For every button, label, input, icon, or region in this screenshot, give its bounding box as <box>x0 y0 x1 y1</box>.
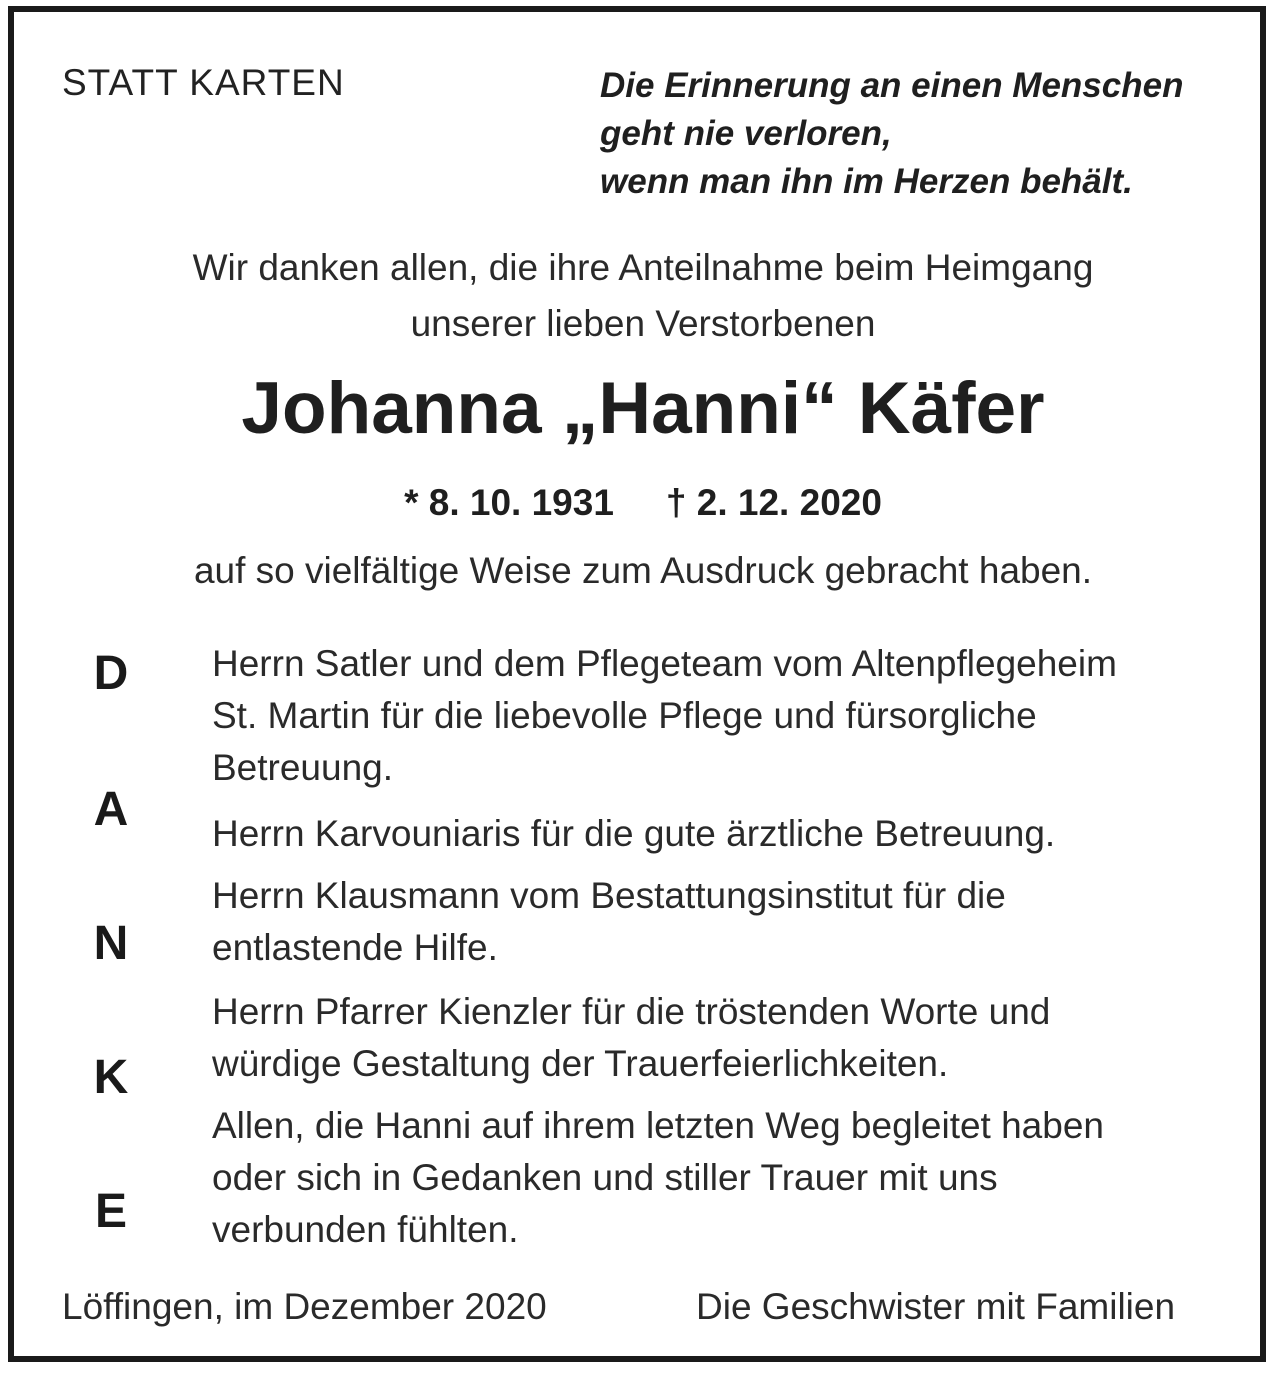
deceased-name: Johanna „Hanni“ Käfer <box>241 368 1045 449</box>
thanks-line: Betreuung. <box>212 747 394 788</box>
obituary-card <box>8 6 1266 1362</box>
intro-line: Wir danken allen, die ihre Anteilnahme beim Heimgang <box>192 247 1094 288</box>
thanks-line: Herrn Karvouniaris für die gute ärztliche Betreuung. <box>212 813 1056 854</box>
thanks-line: oder sich in Gedanken und stiller Trauer mit uns <box>212 1157 998 1198</box>
danke-letter-e: E <box>94 1185 127 1238</box>
life-dates <box>14 482 1272 524</box>
danke-letter-k: K <box>93 1051 129 1104</box>
thanks-line: Allen, die Hanni auf ihrem letzten Weg begleitet haben <box>212 1105 1104 1146</box>
death-date: † 2. 12. 2020 <box>665 482 882 523</box>
thanks-line: Herrn Pfarrer Kienzler für die tröstenden Worte und <box>212 991 1051 1032</box>
motto-line: geht nie verloren, <box>600 114 892 153</box>
thanks-line: verbunden fühlten. <box>212 1209 519 1250</box>
thanks-paragraph-all <box>212 1100 1252 1256</box>
birth-date: * 8. 10. 1931 <box>404 482 614 523</box>
motto-quote <box>600 62 1260 206</box>
danke-letter-d: D <box>93 647 129 700</box>
thanks-line: Herrn Klausmann vom Bestattungsinstitut für die <box>212 875 1006 916</box>
closing-line: auf so vielfältige Weise zum Ausdruck gebracht haben. <box>193 550 1093 591</box>
statt-karten-label: STATT KARTEN <box>62 62 345 103</box>
danke-letter-n: N <box>93 917 129 970</box>
thanks-line: St. Martin für die liebevolle Pflege und fürsorgliche <box>212 695 1037 736</box>
place-and-date: Löffingen, im Dezember 2020 <box>62 1286 547 1327</box>
thanks-line: entlastende Hilfe. <box>212 927 498 968</box>
motto-line: Die Erinnerung an einen Menschen <box>600 66 1184 105</box>
motto-line: wenn man ihn im Herzen behält. <box>600 162 1133 201</box>
thanks-paragraph-doctor <box>212 808 1252 860</box>
intro-line: unserer lieben Verstorbenen <box>410 303 876 344</box>
signature: Die Geschwister mit Familien <box>696 1286 1176 1327</box>
thanks-line: würdige Gestaltung der Trauerfeierlichkeiten. <box>212 1043 949 1084</box>
thanks-line: Herrn Satler und dem Pflegeteam vom Altenpflegeheim <box>212 643 1117 684</box>
danke-letter-a: A <box>93 783 129 836</box>
thanks-paragraph-care-home <box>212 638 1252 794</box>
thanks-paragraph-pastor <box>212 986 1252 1090</box>
intro-text <box>14 240 1272 352</box>
thanks-paragraph-funeral-home <box>212 870 1252 974</box>
